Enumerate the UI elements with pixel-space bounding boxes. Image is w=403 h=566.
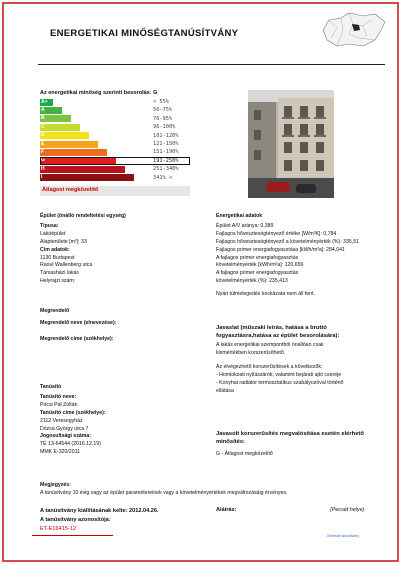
- footer-left: [40, 507, 240, 533]
- current-class-marker: [40, 157, 190, 165]
- building-address-line1: 1136 Budapest: [40, 254, 75, 261]
- header: [10, 10, 391, 60]
- energy-class-range: 121-150%: [153, 140, 179, 147]
- proposal-line: kismértékben korszerűsíthető.: [216, 350, 286, 357]
- certifier-name-value: Pócsi Pál Zoltán: [40, 401, 78, 408]
- client-section: [40, 308, 200, 344]
- certifier-license-line2: MMK E-320/2011: [40, 449, 80, 456]
- result-label: Átlagost megközelítő: [42, 187, 99, 193]
- building-section: [40, 213, 200, 286]
- certifier-license-line1: TÉ 13-64544 (2016.12.19): [40, 441, 101, 448]
- certificate-id-value: ET-E16415-12: [40, 525, 77, 532]
- energy-class-bar: H: [40, 166, 125, 173]
- energy-class-bar: E: [40, 141, 98, 148]
- energy-class-bar: A: [40, 107, 62, 114]
- energy-class-row: [40, 132, 200, 140]
- building-heading: Épület (önálló rendeltetési egység): [40, 213, 126, 219]
- page-title: ENERGETIKAI MINŐSÉGTANÚSÍTVÁNY: [50, 28, 239, 39]
- energy-class-bar: F: [40, 149, 107, 156]
- notes-section: [40, 482, 380, 498]
- energy-class-range: 76-95%: [153, 115, 173, 122]
- proposal-heading: Javaslat (műszaki leírás, hatása a bruttó fogyasztásra,hatása az épület besorolására):: [216, 325, 340, 340]
- building-address-label: Cím adatok:: [40, 246, 70, 253]
- energy-class-range: 56-75%: [153, 107, 173, 114]
- energy-class-row: [40, 123, 200, 131]
- energy-line: Fajlagos hőveszteségtényező a követelményérték (%): 335,51: [216, 238, 360, 245]
- building-type-label: Típusa:: [40, 222, 59, 229]
- result-strip: [40, 186, 190, 196]
- client-heading: Megrendelő: [40, 308, 70, 314]
- energy-class-range: 101-120%: [153, 132, 179, 139]
- energy-class-row: [40, 98, 200, 106]
- certifier-name-label: Tanúsító neve:: [40, 393, 77, 400]
- energy-class-row: [40, 140, 200, 148]
- achievable-heading: Javasolt korszerűsítés megvalósítása esetén elérhető minősítés:: [216, 431, 364, 446]
- energy-class-row: [40, 148, 200, 156]
- notes-text: A tanúsítvány 10 évig vagy az épület paramétereinek vagy a követelményértékek megváltozásáig érvényes.: [40, 489, 288, 496]
- hungary-map-icon: [319, 10, 389, 52]
- certifier-address-line2: Dózsa György utca 7: [40, 425, 89, 432]
- achievable-section: [216, 430, 368, 459]
- building-type-value: Lakóépület: [40, 230, 66, 237]
- building-photo: [248, 90, 334, 198]
- proposal-line: - Homlokzati nyílászárók, valamint bejárati ajtó cseréje: [216, 372, 342, 379]
- certificate-page: [2, 2, 399, 562]
- energy-line: Fajlagos primer energiafogyasztása [kWh/m²a]: 284,041: [216, 246, 345, 253]
- certificate-id-label: A tanúsítvány azonosítója:: [40, 516, 111, 523]
- energy-class-range: 151-190%: [153, 149, 179, 156]
- energy-line: követelményérték [kWh/m²a]: 120,656: [216, 262, 304, 269]
- proposal-line: A lakás energetikai szempontból önállóan csak: [216, 342, 324, 349]
- energy-class-row: [40, 157, 200, 165]
- footer-reference: Generált tanúsítvány: [326, 534, 359, 538]
- energy-line: Épület A/V aránya: 0,389: [216, 222, 274, 229]
- energy-class-bar: B: [40, 115, 71, 122]
- certifier-address-line1: 2112 Veresegyház: [40, 417, 83, 424]
- energy-class-range: 96-100%: [153, 124, 176, 131]
- building-area: Alapterülete [m²]: 33: [40, 238, 87, 245]
- client-name-label: Megrendelő neve (elnevezése):: [40, 319, 117, 326]
- achievable-value: G - Átlagost megközelítő: [216, 451, 273, 458]
- footer-red-line: [32, 535, 113, 536]
- energy-class-bar: I: [40, 174, 134, 181]
- building-address-line3: Társasházi lakás: [40, 270, 79, 277]
- building-lot-label: Helyrajzi szám:: [40, 278, 76, 285]
- energy-scale: [40, 98, 200, 182]
- energy-class-row: [40, 115, 200, 123]
- energy-class-range: < 55%: [153, 99, 169, 105]
- energy-line: követelményérték (%): 235,413: [216, 278, 288, 285]
- proposal-line: ellátása: [216, 387, 234, 394]
- energy-class-range: 191-250%: [153, 157, 179, 164]
- rating-title: Az energetikai minőség szerinti besorolás: G: [40, 90, 158, 96]
- energy-class-bar: D: [40, 132, 89, 139]
- building-address-line2: Raoul Wallenberg utca: [40, 262, 93, 269]
- energy-class-row: [40, 174, 200, 182]
- certifier-address-label: Tanúsító címe (székhelye):: [40, 409, 106, 416]
- energy-class-bar: G: [40, 157, 116, 164]
- client-address-label: Megrendelő címe (székhelye):: [40, 335, 114, 342]
- energy-class-bar: C: [40, 124, 80, 131]
- energy-heading: Energetikai adatok: [216, 213, 263, 219]
- energy-class-row: [40, 106, 200, 114]
- energy-line: A fajlagos primer energiafogyasztás: [216, 270, 299, 277]
- header-divider: [38, 64, 385, 65]
- proposal-line: - Konyhai radiátor termosztatikus szabályozóval történő: [216, 380, 344, 387]
- issue-date: A tanúsítvány kiállításának kelte: 2012.04.26.: [40, 508, 159, 514]
- certifier-heading: Tanúsító: [40, 384, 62, 390]
- energy-class-bar: A+: [40, 99, 53, 106]
- energy-class-row: [40, 165, 200, 173]
- stamp-label: (Pecsét helye): [330, 507, 365, 513]
- proposal-line: Az elvégezhető korszerűsítések a következők:: [216, 364, 323, 371]
- overheating-note: Nyári túlmelegedés kockázata nem áll fent.: [216, 291, 315, 298]
- energy-class-range: 251-340%: [153, 166, 179, 173]
- certifier-license-label: Jogosultsági száma:: [40, 433, 92, 440]
- signature-label: Aláírás:: [216, 507, 237, 513]
- energy-line: Fajlagos hőveszteségtényező értéke [W/m³K]: 0,784: [216, 230, 337, 237]
- energy-class-range: 341% <: [153, 174, 173, 181]
- energy-line: A fajlagos primer energiafogyasztás: [216, 254, 299, 261]
- certifier-section: [40, 384, 200, 457]
- notes-heading: Megjegyzés:: [40, 482, 71, 488]
- energy-section: [216, 213, 388, 299]
- proposal-section: [216, 324, 368, 396]
